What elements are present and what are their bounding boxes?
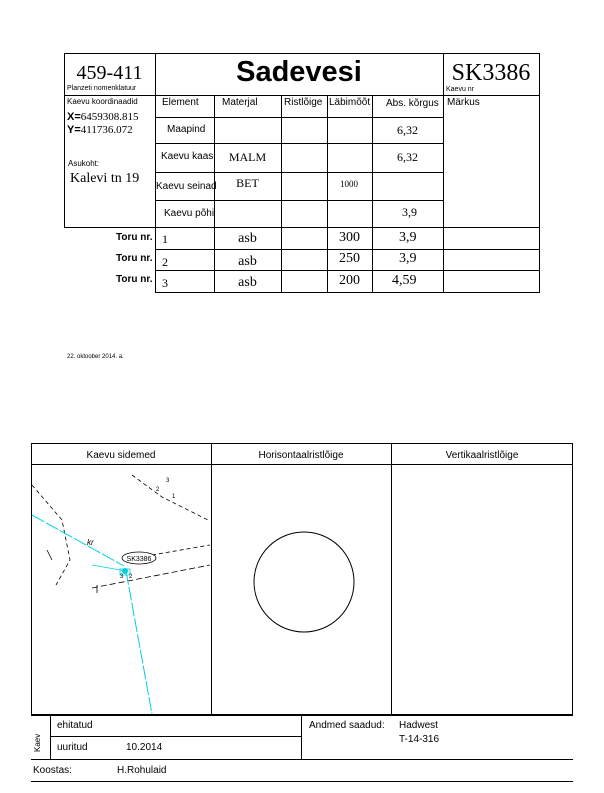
pipe-label: Toru nr. <box>116 274 153 285</box>
col-material: Materjal <box>222 97 258 108</box>
col-notes: Märkus <box>447 97 480 108</box>
well-cross-section-circle <box>254 532 354 632</box>
map-num: 2 <box>129 574 133 580</box>
row-element: Kaevu seinad <box>156 181 217 192</box>
surveyed-label: uuritud <box>57 742 88 753</box>
surveyed-date: 10.2014 <box>126 742 163 753</box>
pipe-nr: 1 <box>162 232 168 246</box>
horizontal-section <box>212 465 391 714</box>
coord-x: X=6459308.815 <box>67 111 139 123</box>
side-label: Kaev <box>33 733 42 752</box>
row-element: Kaevu kaas <box>161 151 214 162</box>
page-title: Sadevesi <box>236 56 362 88</box>
row-elevation: 3,9 <box>402 205 417 219</box>
section-vertical: Vertikaalristlõige <box>445 450 519 461</box>
pipe-nr: 3 <box>162 276 168 290</box>
row-diameter: 1000 <box>340 179 358 189</box>
source-value: Hadwest <box>399 720 438 731</box>
built-label: ehitatud <box>57 720 93 731</box>
col-diameter: Läbimõõt <box>329 97 371 108</box>
pipe-elevation: 4,59 <box>392 273 417 288</box>
plan-label: Planzeti nomenklatuur <box>67 85 137 92</box>
row-elevation: 6,32 <box>397 150 418 164</box>
well-label: Kaevu nr <box>446 86 475 93</box>
pipe-material: asb <box>238 254 257 269</box>
pipe-line-2 <box>126 571 152 714</box>
boundary-line-top <box>132 475 210 521</box>
map-num: 3 <box>120 574 124 580</box>
col-cross: Ristlõige <box>284 97 323 108</box>
col-elevation: Abs. kõrgus <box>386 98 439 109</box>
plan-number: 459-411 <box>76 62 143 84</box>
boundary-line-mid <box>152 545 210 555</box>
boundary-line-left <box>32 485 70 585</box>
row-element: Kaevu põhi <box>164 208 215 219</box>
pipe-diameter: 250 <box>339 251 360 266</box>
author-label: Koostas: <box>33 765 72 776</box>
date-note: 22. oktoober 2014. a. <box>67 354 124 360</box>
coords-label: Kaevu koordinaadid <box>67 97 138 106</box>
pipe-label: Toru nr. <box>116 253 153 264</box>
well-id: SK3386 <box>451 60 531 86</box>
pipe-label: Toru nr. <box>116 232 153 243</box>
author-value: H.Rohulaid <box>117 765 167 776</box>
pipe-material: asb <box>238 275 257 290</box>
location-label: Asukoht: <box>68 159 100 168</box>
pipe-material: asb <box>238 231 257 246</box>
pipe-line-1 <box>32 515 124 566</box>
source-value: T-14-316 <box>399 734 440 745</box>
row-material: BET <box>236 176 259 190</box>
pipe-nr: 2 <box>162 255 168 269</box>
col-element: Element <box>162 97 199 108</box>
map-num: 3 <box>166 478 170 484</box>
well-tag: SK3386 <box>126 556 152 563</box>
map-num: 2 <box>156 487 160 493</box>
row-element: Maapind <box>167 124 206 135</box>
pipe-elevation: 3,9 <box>399 230 417 245</box>
pipe-diameter: 300 <box>339 230 360 245</box>
row-elevation: 6,32 <box>397 123 418 137</box>
row-material: MALM <box>228 150 267 164</box>
section-connections: Kaevu sidemed <box>86 450 156 461</box>
pipe-diameter: 200 <box>339 273 360 288</box>
pipe-code: kr <box>87 538 94 547</box>
section-horizontal: Horisontaalristlõige <box>258 450 344 461</box>
location-value: Kalevi tn 19 <box>70 171 140 186</box>
coord-y: Y=411736.072 <box>67 124 133 136</box>
source-label: Andmed saadud: <box>309 720 385 731</box>
pipe-elevation: 3,9 <box>399 251 417 266</box>
map-num: 1 <box>172 494 176 500</box>
site-sketch <box>32 465 211 714</box>
